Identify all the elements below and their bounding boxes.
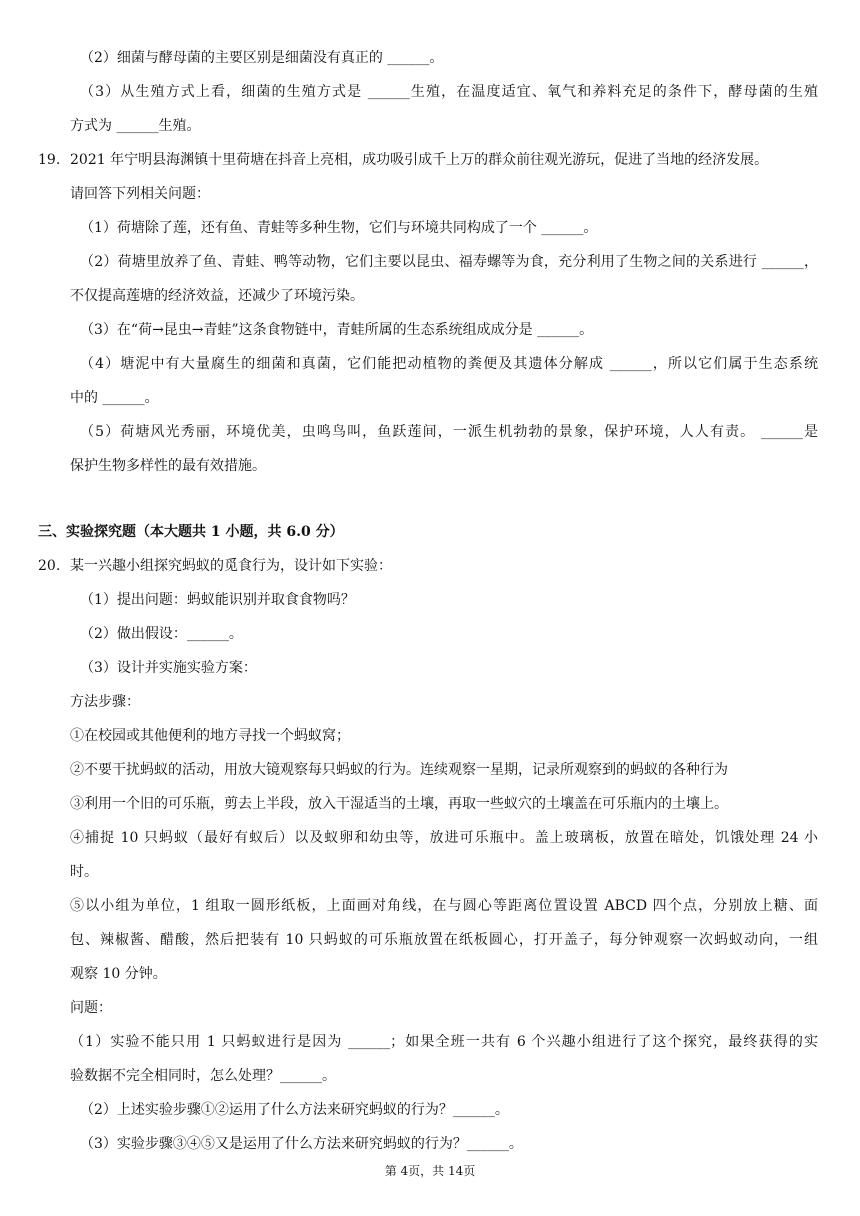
q19-sub4-line2: 中的 ______。 — [70, 390, 159, 406]
q19-stem-line1: 2021 年宁明县海渊镇十里荷塘在抖音上亮相，成功吸引成千上万的群众前往观光游玩，促进了当地的经济发展。 — [70, 152, 769, 168]
q19-sub5-line2: 保护生物多样性的最有效措施。 — [70, 458, 266, 474]
q19-sub5-line1: （5）荷塘风光秀丽，环境优美，虫鸣鸟叫，鱼跃莲间，一派生机勃勃的景象，保护环境，人人有责。 ______是 — [80, 424, 818, 440]
q18-sub3-line1: （3）从生殖方式上看，细菌的生殖方式是 ______生殖，在温度适宜、氧气和养料充足的条件下，酵母菌的生殖 — [80, 84, 818, 100]
q20-qa3: （3）实验步骤③④⑤又是运用了什么方法来研究蚂蚁的行为？______。 — [80, 1136, 523, 1152]
q20-step3: ③利用一个旧的可乐瓶，剪去上半段，放入干湿适当的土壤，再取一些蚁穴的土壤盖在可乐瓶内的土壤上。 — [70, 796, 728, 812]
q20-step1: ①在校园或其他便利的地方寻找一个蚂蚁窝； — [70, 728, 350, 744]
q19-sub2-line2: 不仅提高莲塘的经济效益，还减少了环境污染。 — [70, 288, 364, 304]
q20-qa1-line1: （1）实验不能只用 1 只蚂蚁进行是因为 ______；如果全班一共有 6 个兴趣小组进行了这个探究，最终获得的实 — [70, 1034, 818, 1050]
q20-method-label: 方法步骤： — [70, 694, 140, 710]
q19-sub3: （3）在“荷→昆虫→青蛙”这条食物链中，青蛙所属的生态系统组成成分是 ______。 — [80, 322, 594, 338]
q20-step4-line2: 时。 — [70, 864, 98, 880]
q20-sub1: （1）提出问题：蚂蚁能识别并取食食物吗？ — [80, 592, 355, 608]
section-3-heading: 三、实验探究题（本大题共 1 小题，共 6.0 分） — [38, 524, 344, 540]
q19-sub4-line1: （4）塘泥中有大量腐生的细菌和真菌，它们能把动植物的粪便及其遗体分解成 ______，所以它们属于生态系统 — [80, 356, 818, 372]
q19-sub2-line1: （2）荷塘里放养了鱼、青蛙、鸭等动物，它们主要以昆虫、福寿螺等为食，充分利用了生物之间的关系进行 ______， — [80, 254, 818, 270]
q20-step4-line1: ④捕捉 10 只蚂蚁（最好有蚁后）以及蚁卵和幼虫等，放进可乐瓶中。盖上玻璃板，放置在暗处，饥饿处理 24 小 — [70, 830, 818, 846]
q20-number: 20. — [38, 558, 61, 574]
q20-sub3: （3）设计并实施实验方案： — [80, 660, 257, 676]
q20-question-label: 问题： — [70, 1000, 112, 1016]
q19-sub1: （1）荷塘除了莲，还有鱼、青蛙等多种生物，它们与环境共同构成了一个 ______。 — [80, 220, 598, 236]
q18-sub2: （2）细菌与酵母菌的主要区别是细菌没有真正的 ______。 — [80, 50, 444, 66]
q20-step2: ②不要干扰蚂蚁的活动，用放大镜观察每只蚂蚁的行为。连续观察一星期，记录所观察到的蚂蚁的各种行为 — [70, 762, 728, 778]
q20-stem: 某一兴趣小组探究蚂蚁的觅食行为，设计如下实验： — [70, 558, 392, 574]
q20-qa2: （2）上述实验步骤①②运用了什么方法来研究蚂蚁的行为？______。 — [80, 1102, 509, 1118]
q19-number: 19. — [38, 152, 61, 168]
q20-sub2: （2）做出假设：______。 — [80, 626, 243, 642]
q20-qa1-line2: 验数据不完全相同时，怎么处理？______。 — [70, 1068, 336, 1084]
q18-sub3-line2: 方式为 ______生殖。 — [70, 118, 201, 134]
q20-step5-line1: ⑤以小组为单位，1 组取一圆形纸板，上面画对角线，在与圆心等距离位置设置 ABCD 四个点，分别放上糖、面 — [70, 898, 818, 914]
q20-step5-line3: 观察 10 分钟。 — [70, 966, 167, 982]
q19-stem-line2: 请回答下列相关问题： — [70, 186, 210, 202]
q20-step5-line2: 包、辣椒酱、醋酸，然后把装有 10 只蚂蚁的可乐瓶放置在纸板圆心，打开盖子，每分钟观察一次蚂蚁动向，一组 — [70, 932, 818, 948]
page-footer: 第 4页，共 14页 — [384, 1164, 476, 1178]
